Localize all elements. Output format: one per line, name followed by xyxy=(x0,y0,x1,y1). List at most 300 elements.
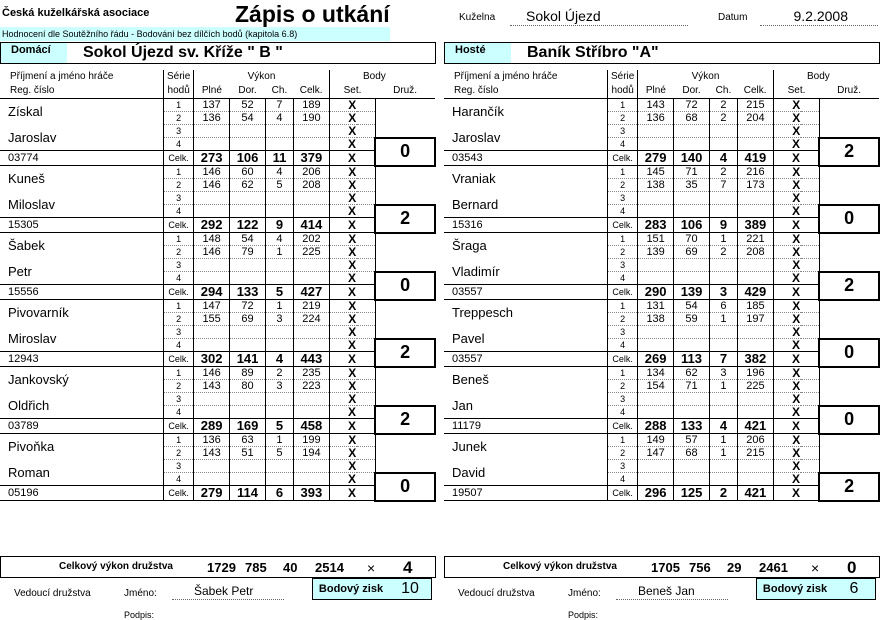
score-cell xyxy=(710,326,738,339)
score-cell xyxy=(674,460,710,473)
score-cell: 189 xyxy=(293,99,329,112)
set-mark: X xyxy=(329,406,375,419)
score-cell: 208 xyxy=(293,179,329,192)
score-cell: 204 xyxy=(737,112,773,125)
score-cell: 458 xyxy=(293,419,329,434)
score-cell xyxy=(230,272,266,285)
away-team-tag: Hosté xyxy=(445,43,511,63)
series-number: 4 xyxy=(608,138,638,151)
score-cell: 1 xyxy=(266,300,294,313)
score-cell: 71 xyxy=(674,166,710,179)
player-surname: Harančík xyxy=(452,104,505,120)
score-cell xyxy=(230,326,266,339)
player-reg-number: 15556 xyxy=(0,285,164,300)
set-mark: X xyxy=(773,339,819,352)
total-label: Celk. xyxy=(608,151,638,166)
score-cell xyxy=(194,460,230,473)
score-cell xyxy=(194,205,230,218)
set-mark: X xyxy=(773,151,819,166)
total-label: Celk. xyxy=(608,218,638,233)
series-number: 3 xyxy=(608,192,638,205)
set-mark: X xyxy=(329,192,375,205)
score-cell: 4 xyxy=(710,151,738,166)
set-mark: X xyxy=(773,326,819,339)
player-total-row xyxy=(0,486,435,501)
set-mark: X xyxy=(329,326,375,339)
score-cell: 219 xyxy=(293,300,329,313)
series-number: 4 xyxy=(608,406,638,419)
score-cell: 137 xyxy=(194,99,230,112)
set-mark: X xyxy=(329,138,375,151)
set-mark: X xyxy=(773,99,819,112)
score-cell: 63 xyxy=(230,434,266,447)
signature-label: Podpis: xyxy=(568,610,599,620)
score-cell: 59 xyxy=(674,313,710,326)
series-row xyxy=(444,192,879,205)
score-cell: 290 xyxy=(638,285,674,300)
score-cell: 54 xyxy=(230,233,266,246)
col-plne: Plné xyxy=(638,84,674,99)
player-points: 0 xyxy=(375,138,435,166)
set-mark: X xyxy=(329,473,375,486)
series-row xyxy=(0,125,435,138)
score-cell: 288 xyxy=(638,419,674,434)
col-plne: Plné xyxy=(194,84,230,99)
series-row xyxy=(444,434,879,447)
score-cell xyxy=(194,138,230,151)
player-reg-number: 03543 xyxy=(444,151,608,166)
score-cell: 136 xyxy=(194,434,230,447)
set-mark: X xyxy=(329,233,375,246)
score-cell xyxy=(266,192,294,205)
score-cell: 382 xyxy=(737,352,773,367)
player-firstname: Miloslav xyxy=(8,196,55,212)
score-cell: 389 xyxy=(737,218,773,233)
col-celk: Celk. xyxy=(737,84,773,99)
score-cell xyxy=(737,192,773,205)
score-cell: 9 xyxy=(710,218,738,233)
set-mark: X xyxy=(773,313,819,326)
player-surname: Junek xyxy=(452,439,487,455)
score-cell: 131 xyxy=(638,300,674,313)
leader-label: Vedoucí družstva xyxy=(14,588,91,599)
score-cell: 3 xyxy=(266,380,294,393)
col-series-label: Série xyxy=(164,70,194,84)
leader-name-label: Jméno: xyxy=(124,588,157,599)
score-cell: 3 xyxy=(710,367,738,380)
set-mark: X xyxy=(773,285,819,300)
score-cell xyxy=(230,138,266,151)
player-reg-number: 12943 xyxy=(0,352,164,367)
score-cell: 5 xyxy=(266,419,294,434)
score-cell: 215 xyxy=(737,99,773,112)
score-cell: 206 xyxy=(737,434,773,447)
score-cell xyxy=(638,192,674,205)
total-label: Celk. xyxy=(164,285,194,300)
signature-label: Podpis: xyxy=(124,610,155,620)
score-cell xyxy=(638,326,674,339)
score-cell: 11 xyxy=(266,151,294,166)
score-cell: 3 xyxy=(266,313,294,326)
score-cell xyxy=(293,393,329,406)
player-total-row xyxy=(444,486,879,501)
player-reg-number: 19507 xyxy=(444,486,608,501)
player-surname: Kuneš xyxy=(8,171,45,187)
score-cell: 2 xyxy=(710,246,738,259)
score-cell xyxy=(638,138,674,151)
score-cell: 54 xyxy=(230,112,266,125)
points-gain-value: 10 xyxy=(389,579,431,599)
score-cell: 283 xyxy=(638,218,674,233)
score-cell: 292 xyxy=(194,218,230,233)
score-cell: 155 xyxy=(194,313,230,326)
home-team-total-row xyxy=(0,556,436,578)
player-points: 2 xyxy=(819,272,879,300)
score-cell: 6 xyxy=(266,486,294,501)
score-cell xyxy=(194,326,230,339)
player-surname: Pivovarník xyxy=(8,305,69,321)
total-label: Celk. xyxy=(164,151,194,166)
player-points: 0 xyxy=(819,339,879,367)
score-cell: 147 xyxy=(194,300,230,313)
score-cell xyxy=(266,272,294,285)
player-points: 0 xyxy=(375,272,435,300)
score-cell xyxy=(194,473,230,486)
series-number: 1 xyxy=(164,434,194,447)
score-cell xyxy=(638,272,674,285)
score-cell xyxy=(230,192,266,205)
score-cell: 421 xyxy=(737,486,773,501)
score-cell: 138 xyxy=(638,313,674,326)
score-cell: 1 xyxy=(710,233,738,246)
series-number: 1 xyxy=(164,367,194,380)
series-number: 1 xyxy=(608,367,638,380)
score-cell xyxy=(638,125,674,138)
series-number: 4 xyxy=(608,339,638,352)
player-surname: Získal xyxy=(8,104,43,120)
score-cell xyxy=(266,460,294,473)
score-cell: 414 xyxy=(293,218,329,233)
score-cell xyxy=(293,192,329,205)
score-cell: 279 xyxy=(194,486,230,501)
score-cell: 379 xyxy=(293,151,329,166)
score-cell: 194 xyxy=(293,447,329,460)
score-cell xyxy=(710,125,738,138)
score-cell xyxy=(674,272,710,285)
score-cell: 62 xyxy=(230,179,266,192)
player-firstname: Petr xyxy=(8,263,32,279)
score-cell xyxy=(638,406,674,419)
score-cell: 136 xyxy=(638,112,674,125)
score-cell: 5 xyxy=(266,179,294,192)
score-cell xyxy=(293,272,329,285)
score-cell xyxy=(674,393,710,406)
score-cell xyxy=(293,205,329,218)
score-cell: 4 xyxy=(266,233,294,246)
col-name-label: Příjmení a jméno hráče xyxy=(10,71,114,82)
set-mark: X xyxy=(329,246,375,259)
score-cell: 197 xyxy=(737,313,773,326)
score-cell: 146 xyxy=(194,166,230,179)
score-cell: 6 xyxy=(710,300,738,313)
set-mark: X xyxy=(773,486,819,501)
score-cell xyxy=(230,473,266,486)
score-cell xyxy=(710,205,738,218)
series-number: 4 xyxy=(164,473,194,486)
score-cell: 1 xyxy=(710,380,738,393)
score-cell xyxy=(737,138,773,151)
score-cell xyxy=(293,339,329,352)
set-mark: X xyxy=(329,272,375,285)
away-team-header xyxy=(444,42,880,64)
score-cell: 52 xyxy=(230,99,266,112)
team-total-value: 1705 xyxy=(651,560,680,575)
series-number: 1 xyxy=(164,300,194,313)
score-cell: 69 xyxy=(230,313,266,326)
player-reg-number: 15316 xyxy=(444,218,608,233)
set-mark: X xyxy=(329,380,375,393)
team-total-value: 756 xyxy=(689,560,711,575)
score-cell: 215 xyxy=(737,447,773,460)
series-number: 4 xyxy=(164,138,194,151)
score-cell xyxy=(737,205,773,218)
col-series-label: Série xyxy=(608,70,638,84)
player-points: 0 xyxy=(819,406,879,434)
score-cell xyxy=(293,460,329,473)
col-perf-label: Výkon xyxy=(691,71,720,82)
score-cell: 3 xyxy=(710,285,738,300)
score-cell xyxy=(737,125,773,138)
score-cell: 146 xyxy=(194,367,230,380)
total-label: Celk. xyxy=(608,352,638,367)
series-row xyxy=(0,367,435,380)
player-firstname: Bernard xyxy=(452,196,499,212)
score-cell xyxy=(710,339,738,352)
col-set: Set. xyxy=(773,84,819,99)
set-mark: X xyxy=(773,272,819,285)
set-mark: X xyxy=(329,419,375,434)
score-cell: 185 xyxy=(737,300,773,313)
set-mark: X xyxy=(329,460,375,473)
score-cell xyxy=(230,460,266,473)
points-gain-value: 6 xyxy=(833,579,875,599)
score-cell xyxy=(266,339,294,352)
set-mark: X xyxy=(773,419,819,434)
set-mark: X xyxy=(773,179,819,192)
player-points: 2 xyxy=(375,339,435,367)
col-ch: Ch. xyxy=(266,84,294,99)
set-mark: X xyxy=(773,393,819,406)
col-druz: Druž. xyxy=(819,84,879,99)
score-cell xyxy=(674,125,710,138)
col-celk: Celk. xyxy=(293,84,329,99)
leader-label: Vedoucí družstva xyxy=(458,588,535,599)
score-cell xyxy=(674,326,710,339)
score-cell: 146 xyxy=(194,246,230,259)
score-cell: 1 xyxy=(710,313,738,326)
team-total-points: 4 xyxy=(403,558,413,577)
series-number: 3 xyxy=(164,192,194,205)
set-mark: X xyxy=(773,352,819,367)
score-cell: 133 xyxy=(674,419,710,434)
col-series-label-2: hodů xyxy=(608,84,638,99)
set-mark: X xyxy=(329,367,375,380)
series-row xyxy=(0,233,435,246)
score-cell: 289 xyxy=(194,419,230,434)
score-cell xyxy=(638,473,674,486)
score-cell xyxy=(710,473,738,486)
score-cell: 221 xyxy=(737,233,773,246)
score-cell xyxy=(710,460,738,473)
player-total-row xyxy=(444,285,879,300)
score-cell: 72 xyxy=(230,300,266,313)
player-total-row xyxy=(0,151,435,166)
score-cell: 5 xyxy=(266,447,294,460)
total-label: Celk. xyxy=(608,419,638,434)
series-number: 1 xyxy=(608,99,638,112)
score-cell xyxy=(737,326,773,339)
score-cell xyxy=(266,125,294,138)
score-cell: 71 xyxy=(674,380,710,393)
score-cell: 149 xyxy=(638,434,674,447)
player-points: 0 xyxy=(819,205,879,233)
total-label: Celk. xyxy=(164,486,194,501)
score-cell: 2 xyxy=(710,112,738,125)
series-row xyxy=(0,300,435,313)
set-mark: X xyxy=(329,259,375,272)
set-mark: X xyxy=(329,352,375,367)
player-firstname: David xyxy=(452,464,486,480)
home-team-section xyxy=(0,42,436,620)
player-points: 2 xyxy=(819,473,879,501)
set-mark: X xyxy=(329,205,375,218)
series-number: 2 xyxy=(164,313,194,326)
series-number: 3 xyxy=(608,259,638,272)
score-cell: 279 xyxy=(638,151,674,166)
score-cell: 4 xyxy=(266,166,294,179)
score-cell: 4 xyxy=(266,352,294,367)
series-number: 2 xyxy=(164,246,194,259)
score-cell: 9 xyxy=(266,218,294,233)
score-cell: 57 xyxy=(674,434,710,447)
score-cell xyxy=(230,125,266,138)
score-cell xyxy=(638,393,674,406)
series-number: 2 xyxy=(608,246,638,259)
series-number: 1 xyxy=(164,233,194,246)
col-perf-label: Výkon xyxy=(247,71,276,82)
score-cell xyxy=(674,259,710,272)
player-reg-number: 11179 xyxy=(444,419,608,434)
score-cell: 302 xyxy=(194,352,230,367)
set-mark: X xyxy=(329,179,375,192)
player-total-row xyxy=(0,285,435,300)
col-name-label: Příjmení a jméno hráče xyxy=(454,71,558,82)
association-name: Česká kuželkářská asociace xyxy=(2,7,150,19)
away-team-section xyxy=(444,42,880,620)
home-results-table xyxy=(0,70,436,502)
score-cell: 72 xyxy=(674,99,710,112)
team-total-label: Celkový výkon družstva xyxy=(59,561,173,572)
series-number: 1 xyxy=(164,99,194,112)
set-mark: X xyxy=(329,434,375,447)
player-points: 0 xyxy=(375,473,435,501)
series-number: 4 xyxy=(608,205,638,218)
score-cell: 1 xyxy=(266,246,294,259)
series-number: 2 xyxy=(608,112,638,125)
series-number: 2 xyxy=(164,179,194,192)
score-cell: 122 xyxy=(230,218,266,233)
player-reg-number: 05196 xyxy=(0,486,164,501)
series-number: 2 xyxy=(164,380,194,393)
score-cell xyxy=(230,205,266,218)
score-cell xyxy=(710,406,738,419)
score-cell: 79 xyxy=(230,246,266,259)
series-row xyxy=(444,166,879,179)
date-value: 9.2.2008 xyxy=(760,8,878,26)
score-cell: 69 xyxy=(674,246,710,259)
team-total-value: 40 xyxy=(283,560,298,575)
series-number: 4 xyxy=(164,406,194,419)
score-cell: 146 xyxy=(194,179,230,192)
player-reg-number: 15305 xyxy=(0,218,164,233)
player-surname: Beneš xyxy=(452,372,489,388)
score-cell: 225 xyxy=(293,246,329,259)
player-reg-number: 03557 xyxy=(444,352,608,367)
series-number: 1 xyxy=(608,434,638,447)
set-mark: X xyxy=(773,138,819,151)
player-reg-number: 03557 xyxy=(444,285,608,300)
total-label: Celk. xyxy=(164,352,194,367)
score-cell xyxy=(674,406,710,419)
set-mark: X xyxy=(329,486,375,501)
score-cell xyxy=(710,192,738,205)
series-row xyxy=(0,99,435,112)
score-cell: 169 xyxy=(230,419,266,434)
series-number: 4 xyxy=(608,473,638,486)
series-row xyxy=(444,259,879,272)
col-dor: Dor. xyxy=(230,84,266,99)
set-mark: X xyxy=(773,406,819,419)
set-mark: X xyxy=(329,151,375,166)
score-cell: 2 xyxy=(266,367,294,380)
score-cell xyxy=(266,473,294,486)
set-mark: X xyxy=(329,447,375,460)
score-cell: 294 xyxy=(194,285,230,300)
score-cell xyxy=(737,339,773,352)
team-total-value: 785 xyxy=(245,560,267,575)
score-cell: 143 xyxy=(194,447,230,460)
series-row xyxy=(444,233,879,246)
score-cell: 62 xyxy=(674,367,710,380)
away-results-table xyxy=(444,70,880,502)
player-firstname: Oldřich xyxy=(8,397,50,413)
score-cell: 7 xyxy=(710,352,738,367)
score-cell xyxy=(230,393,266,406)
score-cell: 70 xyxy=(674,233,710,246)
score-cell xyxy=(737,259,773,272)
away-team-name: Baník Stříbro "A" xyxy=(527,44,659,61)
score-cell xyxy=(293,138,329,151)
score-cell xyxy=(293,125,329,138)
player-firstname: Miroslav xyxy=(8,330,57,346)
score-cell xyxy=(638,259,674,272)
score-cell xyxy=(194,192,230,205)
col-series-label-2: hodů xyxy=(164,84,194,99)
series-row xyxy=(444,460,879,473)
score-cell xyxy=(194,406,230,419)
set-mark: X xyxy=(773,300,819,313)
scoring-subtitle: Hodnocení dle Soutěžního řádu - Bodování bez dílčích bodů (kapitola 6.8) xyxy=(0,27,390,41)
